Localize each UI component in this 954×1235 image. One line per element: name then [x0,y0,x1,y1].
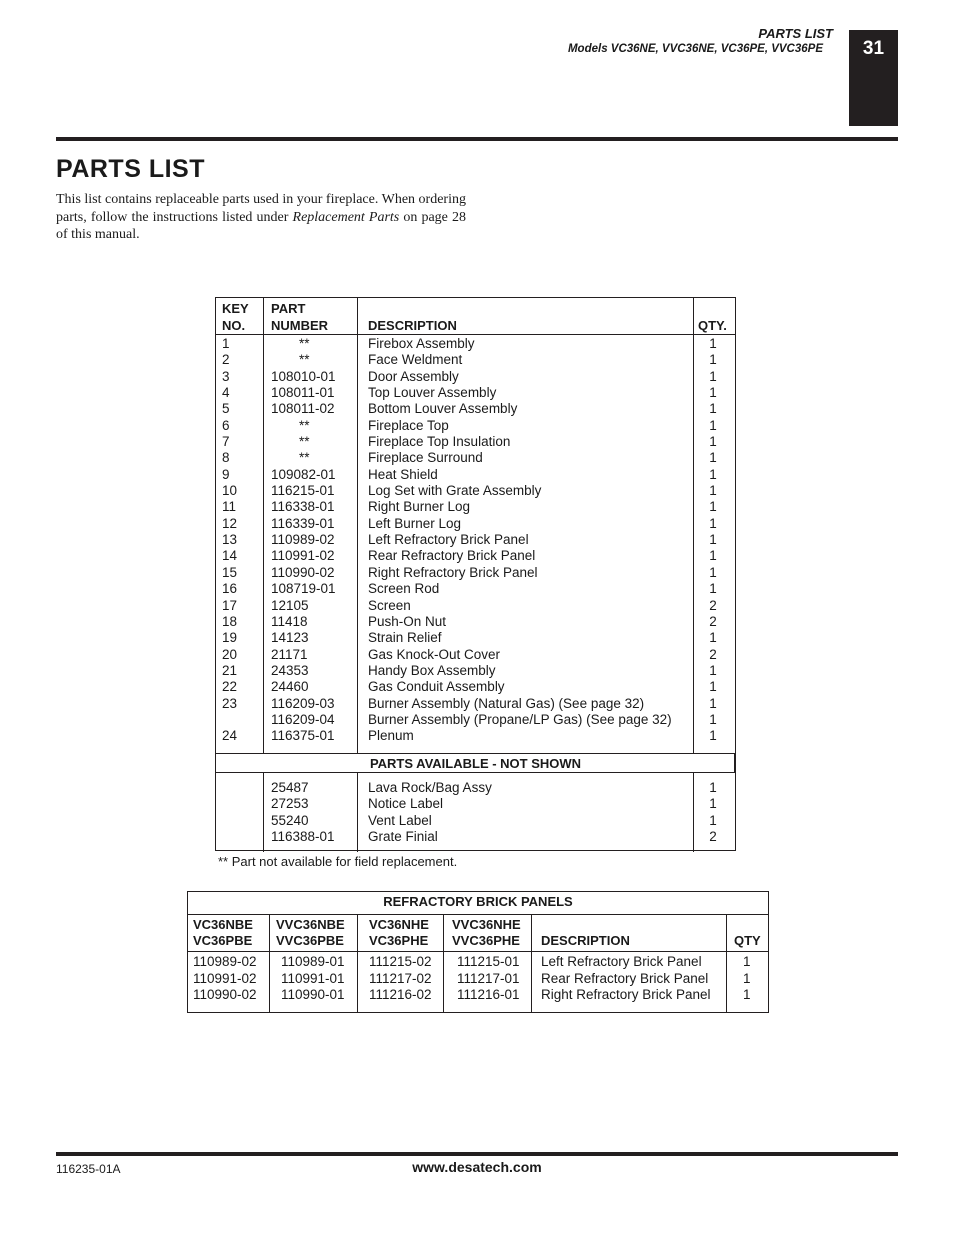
qty-cell: 1 [709,812,717,828]
part-number-cell: ** [299,434,310,450]
top-rule [56,137,898,141]
not-shown-label: PARTS AVAILABLE - NOT SHOWN [369,756,582,771]
description-cell: Face Weldment [368,352,463,368]
header-divider [188,951,768,952]
key-cell: 12 [222,515,238,531]
key-cell: 17 [222,597,238,613]
intro-paragraph [56,191,466,244]
key-cell: 8 [222,450,230,466]
qty-cell: 1 [709,662,717,678]
part-number-cell: 27253 [271,796,309,812]
vc36nhe-column [369,954,432,1004]
qty-cell: 1 [709,434,717,450]
description-cell: Grate Finial [368,829,438,845]
part-number-cell: 116209-03 [271,695,335,711]
header-section-title: PARTS LIST [758,26,833,41]
vc36nbe-column [193,954,257,1004]
part-number-cell: 110991-01 [281,970,345,986]
not-shown-description-column [368,780,492,845]
description-cell: Lava Rock/Bag Assy [368,780,492,795]
part-number-cell: 25487 [271,780,309,795]
qty-cell: 1 [709,466,717,482]
part-number-cell: 108719-01 [271,581,336,597]
key-cell: 20 [222,646,238,662]
intro-text-b: on page 28 of this manual. [56,209,466,242]
part-number-cell: 111217-02 [369,970,432,986]
description-cell: Rear Refractory Brick Panel [541,970,709,986]
qty-cell: 1 [743,954,751,969]
document-number: 116235-01A [56,1162,121,1176]
key-cell: 10 [222,483,238,499]
part-number-cell: 111215-02 [369,954,432,969]
qty-cell: 1 [709,368,717,384]
website-link[interactable]: www.desatech.com [412,1159,542,1175]
header-divider [216,334,735,335]
part-number-cell: ** [299,352,310,368]
key-cell: 22 [222,679,238,695]
part-number-cell: 108011-01 [271,385,335,401]
part-number-cell: ** [299,450,310,466]
qty-cell: 1 [709,385,717,401]
description-cell: Strain Relief [368,630,442,646]
description-cell: Handy Box Assembly [368,662,496,678]
part-number-cell: 55240 [271,812,309,828]
page-title: PARTS LIST [56,155,205,183]
header-vvc36nbe: VVC36NBE VVC36PBE [276,917,345,948]
description-cell: Right Refractory Brick Panel [368,564,538,580]
qty-cell: 1 [709,711,717,727]
page-number: 31 [862,38,885,59]
key-cell: 13 [222,532,238,548]
part-number-cell: 111215-01 [457,954,520,969]
part-number-cell: 116338-01 [271,499,335,515]
key-cell: 2 [222,352,230,368]
key-cell: 24 [222,728,238,744]
qty-cell: 1 [709,695,717,711]
not-shown-qty-column [694,780,732,845]
intro-text-a: This list contains replaceable parts used in your fireplace. When ordering parts, follow the instructions listed under [56,192,466,225]
qty-cell: 1 [709,352,717,368]
description-cell: Fireplace Surround [368,450,483,466]
description-cell: Vent Label [368,812,432,828]
description-cell: Gas Knock-Out Cover [368,646,501,662]
header-models: Models VC36NE, VVC36NE, VC36PE, VVC36PE [567,43,823,55]
header-qty: QTY. [698,318,727,333]
description-cell: Burner Assembly (Natural Gas) (See page 32) [368,695,645,711]
key-cell: 16 [222,581,238,597]
key-cell: 4 [222,385,230,401]
key-cell: 21 [222,662,238,678]
description-cell: Plenum [368,728,414,744]
description-cell: Top Louver Assembly [368,385,497,401]
qty-cell: 2 [709,646,717,662]
key-cell: 15 [222,564,238,580]
refractory-title: REFRACTORY BRICK PANELS [383,894,573,909]
qty-cell: 1 [709,796,717,812]
qty-cell: 1 [709,679,717,695]
description-cell: Gas Conduit Assembly [368,679,505,695]
part-number-cell: 116215-01 [271,483,335,499]
description-cell: Left Refractory Brick Panel [368,532,529,548]
key-cell: 6 [222,417,230,433]
qty-cell: 2 [709,597,717,613]
qty-cell: 1 [709,336,717,351]
key-cell: 1 [222,336,230,351]
vvc36nhe-column [457,954,520,1004]
qty-cell: 1 [709,581,717,597]
qty-cell: 2 [709,829,717,845]
qty-cell: 1 [709,515,717,531]
part-number-cell: 116339-01 [271,515,335,531]
key-cell: 23 [222,695,238,711]
page-number-tab [849,30,898,126]
description-cell: Heat Shield [368,466,438,482]
qty-cell: 1 [709,630,717,646]
qty-cell: 1 [709,728,717,744]
description-cell: Screen [368,597,411,613]
part-number-cell: 111216-02 [369,987,432,1002]
description-cell: Fireplace Top Insulation [368,434,511,450]
part-number-cell: 110991-02 [271,548,335,564]
parts-table [215,297,736,851]
not-shown-part-column [271,780,351,845]
description-cell: Door Assembly [368,368,459,384]
refractory-table [187,891,769,1013]
part-number-cell: 12105 [271,597,309,613]
part-number-cell: 110989-02 [193,954,257,969]
description-cell: Right Burner Log [368,499,471,515]
part-number-cell: 24460 [271,679,309,695]
header-description: DESCRIPTION [541,933,630,948]
part-number-cell: 108010-01 [271,368,336,384]
qty-cell: 1 [709,417,717,433]
header-key: KEY NO. [222,301,249,333]
header-qty: QTY [734,933,761,948]
description-cell: Fireplace Top [368,417,449,433]
description-cell: Screen Rod [368,581,440,597]
qty-cell: 1 [709,499,717,515]
key-column [222,336,237,745]
part-number-cell: 110990-02 [271,564,335,580]
description-cell: Burner Assembly (Propane/LP Gas) (See page 32) [368,711,672,727]
qty-cell: 1 [743,970,751,986]
refractory-qty-column [743,954,751,1004]
key-cell: 3 [222,368,230,384]
description-cell: Log Set with Grate Assembly [368,483,542,499]
description-cell: Push-On Nut [368,613,447,629]
qty-cell: 1 [709,483,717,499]
description-cell: Notice Label [368,796,444,812]
qty-cell: 1 [709,532,717,548]
bottom-rule [56,1152,898,1156]
description-cell: Bottom Louver Assembly [368,401,518,417]
key-cell: 18 [222,613,238,629]
part-number-cell: 11418 [271,613,308,629]
intro-italic: Replacement Parts [292,209,400,225]
part-number-cell: 116209-04 [271,711,335,727]
part-number-cell: 21171 [271,646,308,662]
part-number-column [271,336,351,745]
key-cell: 19 [222,630,238,646]
header-vc36nhe: VC36NHE VC36PHE [369,917,429,948]
part-number-cell: 24353 [271,662,309,678]
part-number-cell: 116375-01 [271,728,335,744]
footnote: ** Part not available for field replacement. [218,854,458,869]
key-cell: 5 [222,401,230,417]
header-description: DESCRIPTION [368,318,457,333]
key-cell [222,712,237,728]
key-cell: 11 [222,499,237,515]
description-column [368,336,672,745]
title-divider [188,914,768,915]
part-number-cell: 116388-01 [271,829,335,845]
qty-cell: 1 [709,401,717,417]
part-number-cell: ** [299,417,310,433]
qty-cell: 1 [709,564,717,580]
qty-cell: 1 [709,450,717,466]
qty-cell: 1 [709,548,717,564]
vvc36nbe-column [281,954,345,1004]
header-part-number: PART NUMBER [271,301,329,333]
part-number-cell: 110990-01 [281,987,345,1002]
refractory-description-column [541,954,711,1004]
description-cell: Right Refractory Brick Panel [541,987,711,1002]
description-cell: Firebox Assembly [368,336,475,351]
part-number-cell: 108011-02 [271,401,335,417]
part-number-cell: 110989-01 [281,954,345,969]
part-number-cell: ** [299,336,310,351]
qty-cell: 1 [709,780,717,795]
part-number-cell: 14123 [271,630,309,646]
description-cell: Left Burner Log [368,515,462,531]
description-cell: Left Refractory Brick Panel [541,954,702,969]
header-vvc36nhe: VVC36NHE VVC36PHE [452,917,521,948]
header-vc36nbe: VC36NBE VC36PBE [193,917,253,948]
part-number-cell: 110990-02 [193,987,257,1002]
part-number-cell: 111217-01 [457,970,520,986]
key-cell: 9 [222,466,230,482]
part-number-cell: 111216-01 [457,987,520,1002]
key-cell: 14 [222,548,238,564]
qty-column [694,336,732,745]
part-number-cell: 109082-01 [271,466,336,482]
qty-cell: 1 [743,987,751,1002]
qty-cell: 2 [709,613,717,629]
part-number-cell: 110991-02 [193,970,257,986]
part-number-cell: 110989-02 [271,532,335,548]
description-cell: Rear Refractory Brick Panel [368,548,536,564]
key-cell: 7 [222,434,230,450]
